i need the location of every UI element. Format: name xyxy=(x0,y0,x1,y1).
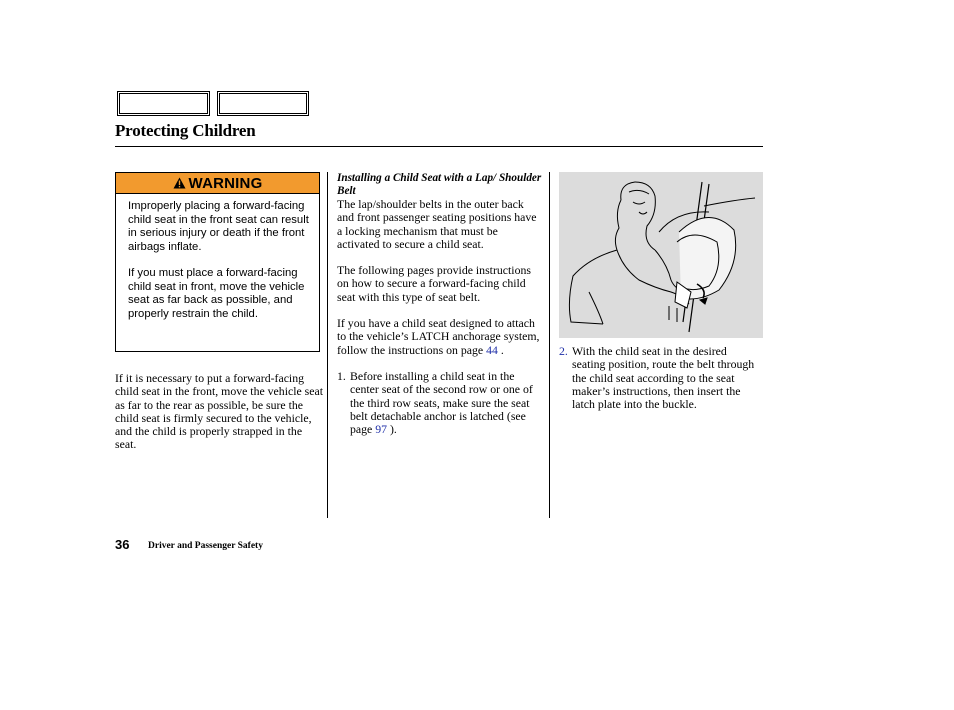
page-number: 36 xyxy=(115,537,130,552)
child-seat-illustration xyxy=(559,172,763,338)
column2-paragraph-3 xyxy=(337,317,543,357)
column1-paragraph: If it is necessary to put a forward-facing child seat in the front, move the vehicle seat as far to the rear as possible, be sure the child seat is firmly secured to the vehicle, and the child is properly strapped in the seat. xyxy=(115,371,324,452)
step-text xyxy=(350,370,543,436)
column2 xyxy=(337,172,543,436)
paragraph-text: If you have a child seat designed to attach to the vehicle’s LATCH anchorage system, follow the instructions on page xyxy=(337,316,540,357)
warning-header xyxy=(116,173,319,194)
warning-label: WARNING xyxy=(188,174,263,192)
column3 xyxy=(559,345,763,411)
nav-button-previous[interactable] xyxy=(117,91,210,116)
column-divider xyxy=(327,172,328,518)
page-title: Protecting Children xyxy=(115,121,256,140)
page-link-97[interactable]: 97 xyxy=(375,422,388,437)
warning-box xyxy=(115,172,320,352)
footer-section-title: Driver and Passenger Safety xyxy=(148,541,263,551)
warning-triangle-icon xyxy=(173,177,186,189)
step-end: ). xyxy=(389,422,397,437)
warning-paragraph: If you must place a forward-facing child seat in front, move the vehicle seat as far back as possible, and properly restrain the child. xyxy=(128,267,305,320)
section-subheading: Installing a Child Seat with a Lap/ Shoulder Belt xyxy=(337,172,542,197)
column2-paragraph-1: The lap/shoulder belts in the outer back and front passenger seating positions have a locking mechanism that must be activated to secure a child seat. xyxy=(337,197,537,251)
step-number: 2. xyxy=(559,344,568,358)
warning-paragraph: Improperly placing a forward-facing child seat in the front seat can result in serious injury or death if the front airbags inflate. xyxy=(128,200,309,253)
step-text: With the child seat in the desired seating position, route the belt through the child seat according to the seat maker’s instructions, then insert the latch plate into the buckle. xyxy=(572,344,755,412)
page-link-44[interactable]: 44 xyxy=(486,342,498,357)
paragraph-end: . xyxy=(500,342,504,357)
warning-body xyxy=(116,194,319,321)
step-number: 1. xyxy=(337,368,346,383)
step-2 xyxy=(559,345,763,411)
title-divider xyxy=(115,146,763,147)
column1-text xyxy=(115,372,323,452)
step-1 xyxy=(337,370,543,436)
column-divider xyxy=(549,172,550,518)
nav-button-next[interactable] xyxy=(217,91,309,116)
step-body: Before installing a child seat in the center seat of the second row or one of the third row seats, make sure the seat belt detachable anchor is latched (see page xyxy=(350,368,533,437)
column2-paragraph-2: The following pages provide instructions on how to secure a forward-facing child seat with this type of seat belt. xyxy=(337,263,531,304)
